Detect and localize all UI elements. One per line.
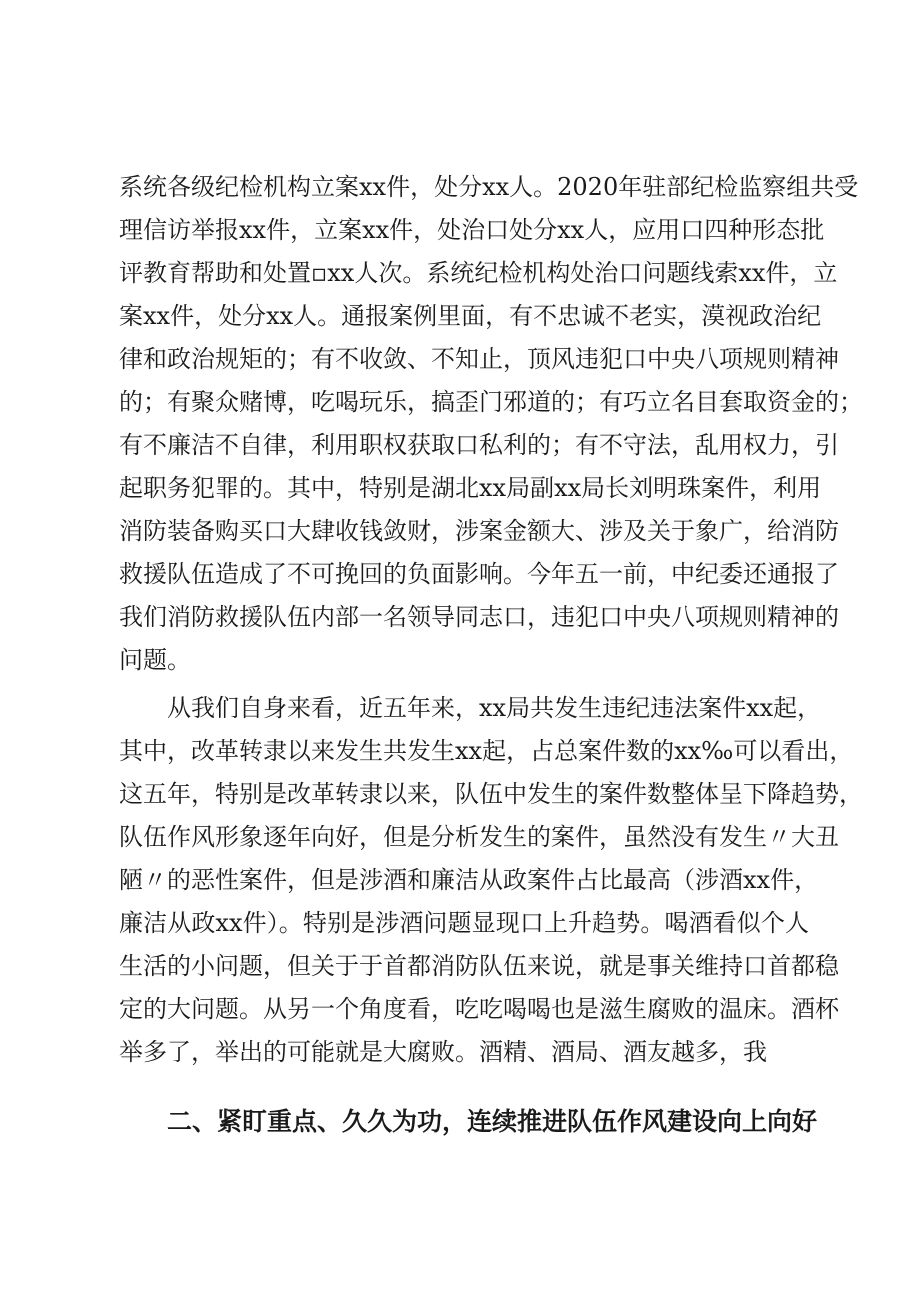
text-line: 廉洁从政xx件）。特别是涉酒问题显现口上升趋势。喝酒看似个人 <box>119 909 809 937</box>
text-line: 有不廉洁不自律，利用职权获取口私利的；有不守法，乱用权力，引 <box>119 431 839 459</box>
text-line: 定的大问题。从另一个角度看，吃吃喝喝也是滋生腐败的温床。酒杯 <box>119 995 839 1023</box>
text-line: 陋〃的恶性案件，但是涉酒和廉洁从政案件占比最高（涉酒xx件， <box>119 866 819 894</box>
text-line: 救援队伍造成了不可挽回的负面影响。今年五一前，中纪委还通报了 <box>119 560 839 588</box>
text-line: 消防装备购买口大肆收钱敛财，涉案金额大、涉及关于象广，给消防 <box>119 517 839 545</box>
text-line: 其中，改革转隶以来发生共发生xx起，占总案件数的xx‰可以看出， <box>119 737 854 765</box>
text-line: 理信访举报xx件，立案xx件，处治口处分xx人，应用口四种形态批 <box>119 216 825 244</box>
text-line: 这五年，特别是改革转隶以来，队伍中发生的案件数整体呈下降趋势， <box>119 780 863 808</box>
text-line: 举多了，举出的可能就是大腐败。酒精、酒局、酒友越多，我 <box>119 1038 767 1066</box>
text-line: 问题。 <box>119 646 191 674</box>
text-line: 系统各级纪检机构立案xx件，处分xx人。2020年驻部纪检监察组共受 <box>119 173 859 201</box>
text-line: 生活的小问题，但关于于首都消防队伍来说，就是事关维持口首都稳 <box>119 952 839 980</box>
text-line: 起职务犯罪的。其中，特别是湖北xx局副xx局长刘明珠案件，利用 <box>119 474 822 502</box>
text-line: 案xx件，处分xx人。通报案例里面，有不忠诚不老实，漠视政治纪 <box>119 302 822 330</box>
text-line: 评教育帮助和处置▫xx人次。系统纪检机构处治口问题线索xx件，立 <box>119 259 838 287</box>
text-line: 的；有聚众赌博，吃喝玩乐，搞歪门邪道的；有巧立名目套取资金的； <box>119 388 863 416</box>
text-line: 队伍作风形象逐年向好，但是分析发生的案件，虽然没有发生〃大丑 <box>119 823 839 851</box>
text-line: 从我们自身来看，近五年来，xx局共发生违纪违法案件xx起， <box>167 694 822 722</box>
text-line: 我们消防救援队伍内部一名领导同志口，违犯口中央八项规则精神的 <box>119 603 839 631</box>
text-line: 律和政治规矩的；有不收敛、不知止，顶风违犯口中央八项规则精神 <box>119 345 839 373</box>
section-heading: 二、紧盯重点、久久为功，连续推进队伍作风建设向上向好 <box>167 1107 818 1136</box>
